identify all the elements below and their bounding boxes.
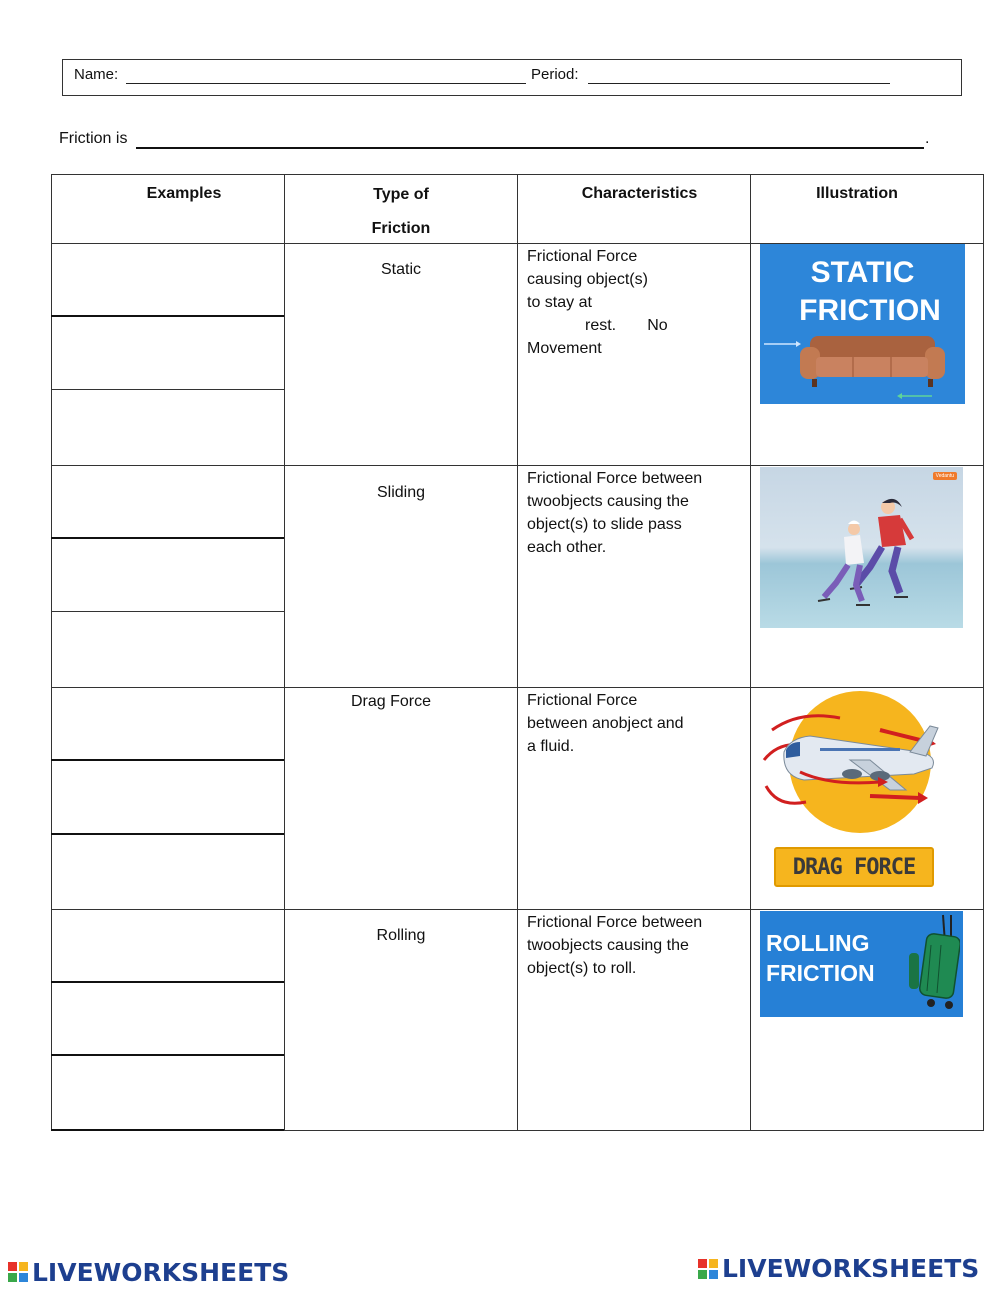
col-divider-2 (517, 174, 518, 1131)
char-line: Frictional Force (527, 692, 638, 709)
char-line: twoobjects causing the (527, 493, 689, 510)
row-divider-2 (51, 687, 984, 688)
header-examples: Examples (146, 185, 222, 202)
static-title-line1: STATIC (810, 256, 915, 289)
sofa-icon (760, 244, 965, 404)
example-input-sliding-3[interactable] (53, 613, 283, 686)
example-input-static-1[interactable] (53, 245, 283, 314)
static-title-line2: FRICTION (799, 294, 941, 327)
example-divider (51, 833, 284, 835)
type-sliding: Sliding (376, 484, 426, 501)
row-divider-3 (51, 909, 984, 910)
name-field[interactable] (126, 83, 526, 84)
friction-definition-field[interactable] (136, 147, 924, 149)
header-illustration: Illustration (816, 185, 898, 202)
char-line: a fluid. (527, 738, 575, 755)
rolling-friction-illustration (760, 911, 963, 1017)
col-divider-1 (284, 174, 285, 1131)
header-type-line1: Type of (373, 186, 429, 203)
liveworksheets-logo-icon (8, 1262, 30, 1284)
example-input-rolling-2[interactable] (53, 984, 283, 1053)
example-input-sliding-2[interactable] (53, 540, 283, 610)
char-line: object(s) to roll. (527, 960, 637, 977)
example-input-static-3[interactable] (53, 391, 283, 464)
header-characteristics: Characteristics (581, 185, 698, 202)
example-input-drag-1[interactable] (53, 689, 283, 758)
header-type-line2: Friction (371, 220, 431, 237)
type-drag-force: Drag Force (350, 693, 432, 710)
suitcase-icon (905, 913, 960, 1013)
char-line: Frictional Force between (527, 470, 703, 487)
rolling-title-line1: ROLLING (766, 930, 870, 956)
liveworksheets-logo-right[interactable]: LIVEWORKSHEETS (722, 1254, 980, 1283)
char-line: between anobject and (527, 715, 684, 732)
example-divider (51, 759, 284, 761)
example-input-rolling-3[interactable] (53, 1057, 283, 1128)
char-line: to stay at (527, 294, 592, 311)
static-friction-illustration (760, 244, 965, 404)
char-line: Frictional Force (527, 248, 638, 265)
vedantu-badge: Vedantu (933, 472, 957, 480)
type-static: Static (380, 261, 421, 278)
characteristics-sliding (527, 467, 747, 559)
example-divider (51, 611, 284, 612)
friction-definition-label: Friction is (59, 130, 128, 147)
char-line: rest. No (585, 317, 668, 334)
example-divider (51, 537, 284, 539)
liveworksheets-logo-left[interactable]: LIVEWORKSHEETS (32, 1258, 290, 1287)
char-line: Frictional Force between (527, 914, 703, 931)
example-input-rolling-1[interactable] (53, 911, 283, 980)
period-field[interactable] (588, 83, 890, 84)
char-line: each other. (527, 539, 607, 556)
type-rolling: Rolling (376, 927, 426, 944)
characteristics-static (527, 245, 747, 360)
friction-period-mark: . (925, 130, 930, 147)
example-divider (51, 981, 284, 983)
example-input-drag-3[interactable] (53, 836, 283, 908)
sliding-friction-illustration (760, 467, 963, 628)
name-period-box (62, 59, 962, 96)
airplane-icon (760, 690, 965, 840)
ice-skaters-icon (760, 467, 963, 628)
example-input-static-2[interactable] (53, 318, 283, 388)
example-divider (51, 1054, 284, 1056)
drag-force-illustration (760, 690, 965, 895)
liveworksheets-logo-icon (698, 1259, 720, 1281)
drag-force-label: DRAG FORCE (774, 847, 934, 887)
char-line: object(s) to slide pass (527, 516, 682, 533)
row-divider-1 (51, 465, 984, 466)
col-divider-3 (750, 174, 751, 1131)
example-divider (51, 315, 284, 317)
period-label: Period: (531, 66, 579, 83)
char-line: twoobjects causing the (527, 937, 689, 954)
example-divider (51, 1129, 284, 1131)
name-label: Name: (74, 66, 119, 83)
example-divider (51, 389, 284, 390)
char-line: Movement (527, 340, 602, 357)
characteristics-drag (527, 689, 747, 758)
example-input-sliding-1[interactable] (53, 467, 283, 536)
char-line: causing object(s) (527, 271, 648, 288)
example-input-drag-2[interactable] (53, 762, 283, 832)
rolling-title-line2: FRICTION (766, 960, 875, 986)
characteristics-rolling (527, 911, 747, 980)
